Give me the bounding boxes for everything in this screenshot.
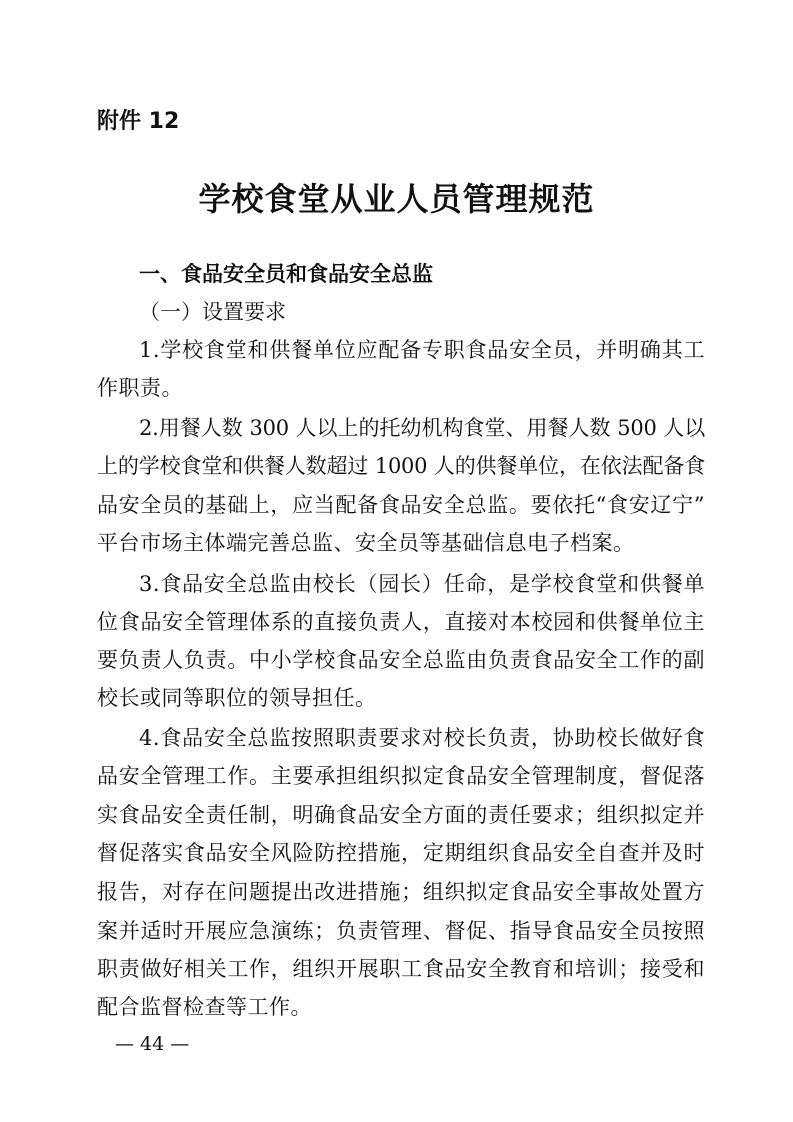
paragraph-line: 职责做好相关工作，组织开展职工食品安全教育和培训；接受和: [97, 957, 705, 981]
paragraph-line: 上的学校食堂和供餐人数超过 1000 人的供餐单位，在依法配备食: [97, 454, 705, 478]
paragraph-line: 报告，对存在问题提出改进措施；组织拟定食品安全事故处置方: [97, 880, 705, 904]
paragraph-line: 品安全员的基础上，应当配备食品安全总监。要依托“食安辽宁”: [97, 493, 705, 517]
section-heading: 一、食品安全员和食品安全总监: [139, 262, 433, 286]
paragraph-line: 3.食品安全总监由校长（园长）任命，是学校食堂和供餐单: [139, 572, 705, 596]
page-number: — 44 —: [115, 1033, 190, 1055]
paragraph-line: 2.用餐人数 300 人以上的托幼机构食堂、用餐人数 500 人以: [139, 416, 705, 440]
paragraph-line: 案并适时开展应急演练；负责管理、督促、指导食品安全员按照: [97, 919, 705, 943]
paragraph-line: 校长或同等职位的领导担任。: [97, 686, 377, 710]
paragraph-line: 实食品安全责任制，明确食品安全方面的责任要求；组织拟定并: [97, 803, 705, 827]
attachment-label: 附件 12: [97, 109, 180, 134]
paragraph-line: 作职责。: [97, 376, 183, 400]
subsection-heading: （一）设置要求: [139, 300, 286, 324]
paragraph-line: 平台市场主体端完善总监、安全员等基础信息电子档案。: [97, 531, 635, 555]
page-title: 学校食堂从业人员管理规范: [198, 180, 595, 218]
paragraph-line: 位食品安全管理体系的直接负责人，直接对本校园和供餐单位主: [97, 610, 705, 634]
paragraph-line: 要负责人负责。中小学校食品安全总监由负责食品安全工作的副: [97, 648, 705, 672]
paragraph-line: 督促落实食品安全风险防控措施，定期组织食品安全自查并及时: [97, 841, 705, 865]
paragraph-line: 品安全管理工作。主要承担组织拟定食品安全管理制度，督促落: [97, 764, 705, 788]
paragraph-line: 4.食品安全总监按照职责要求对校长负责，协助校长做好食: [139, 726, 705, 750]
paragraph-line: 配合监督检查等工作。: [97, 995, 312, 1019]
paragraph-line: 1.学校食堂和供餐单位应配备专职食品安全员，并明确其工: [139, 338, 705, 362]
